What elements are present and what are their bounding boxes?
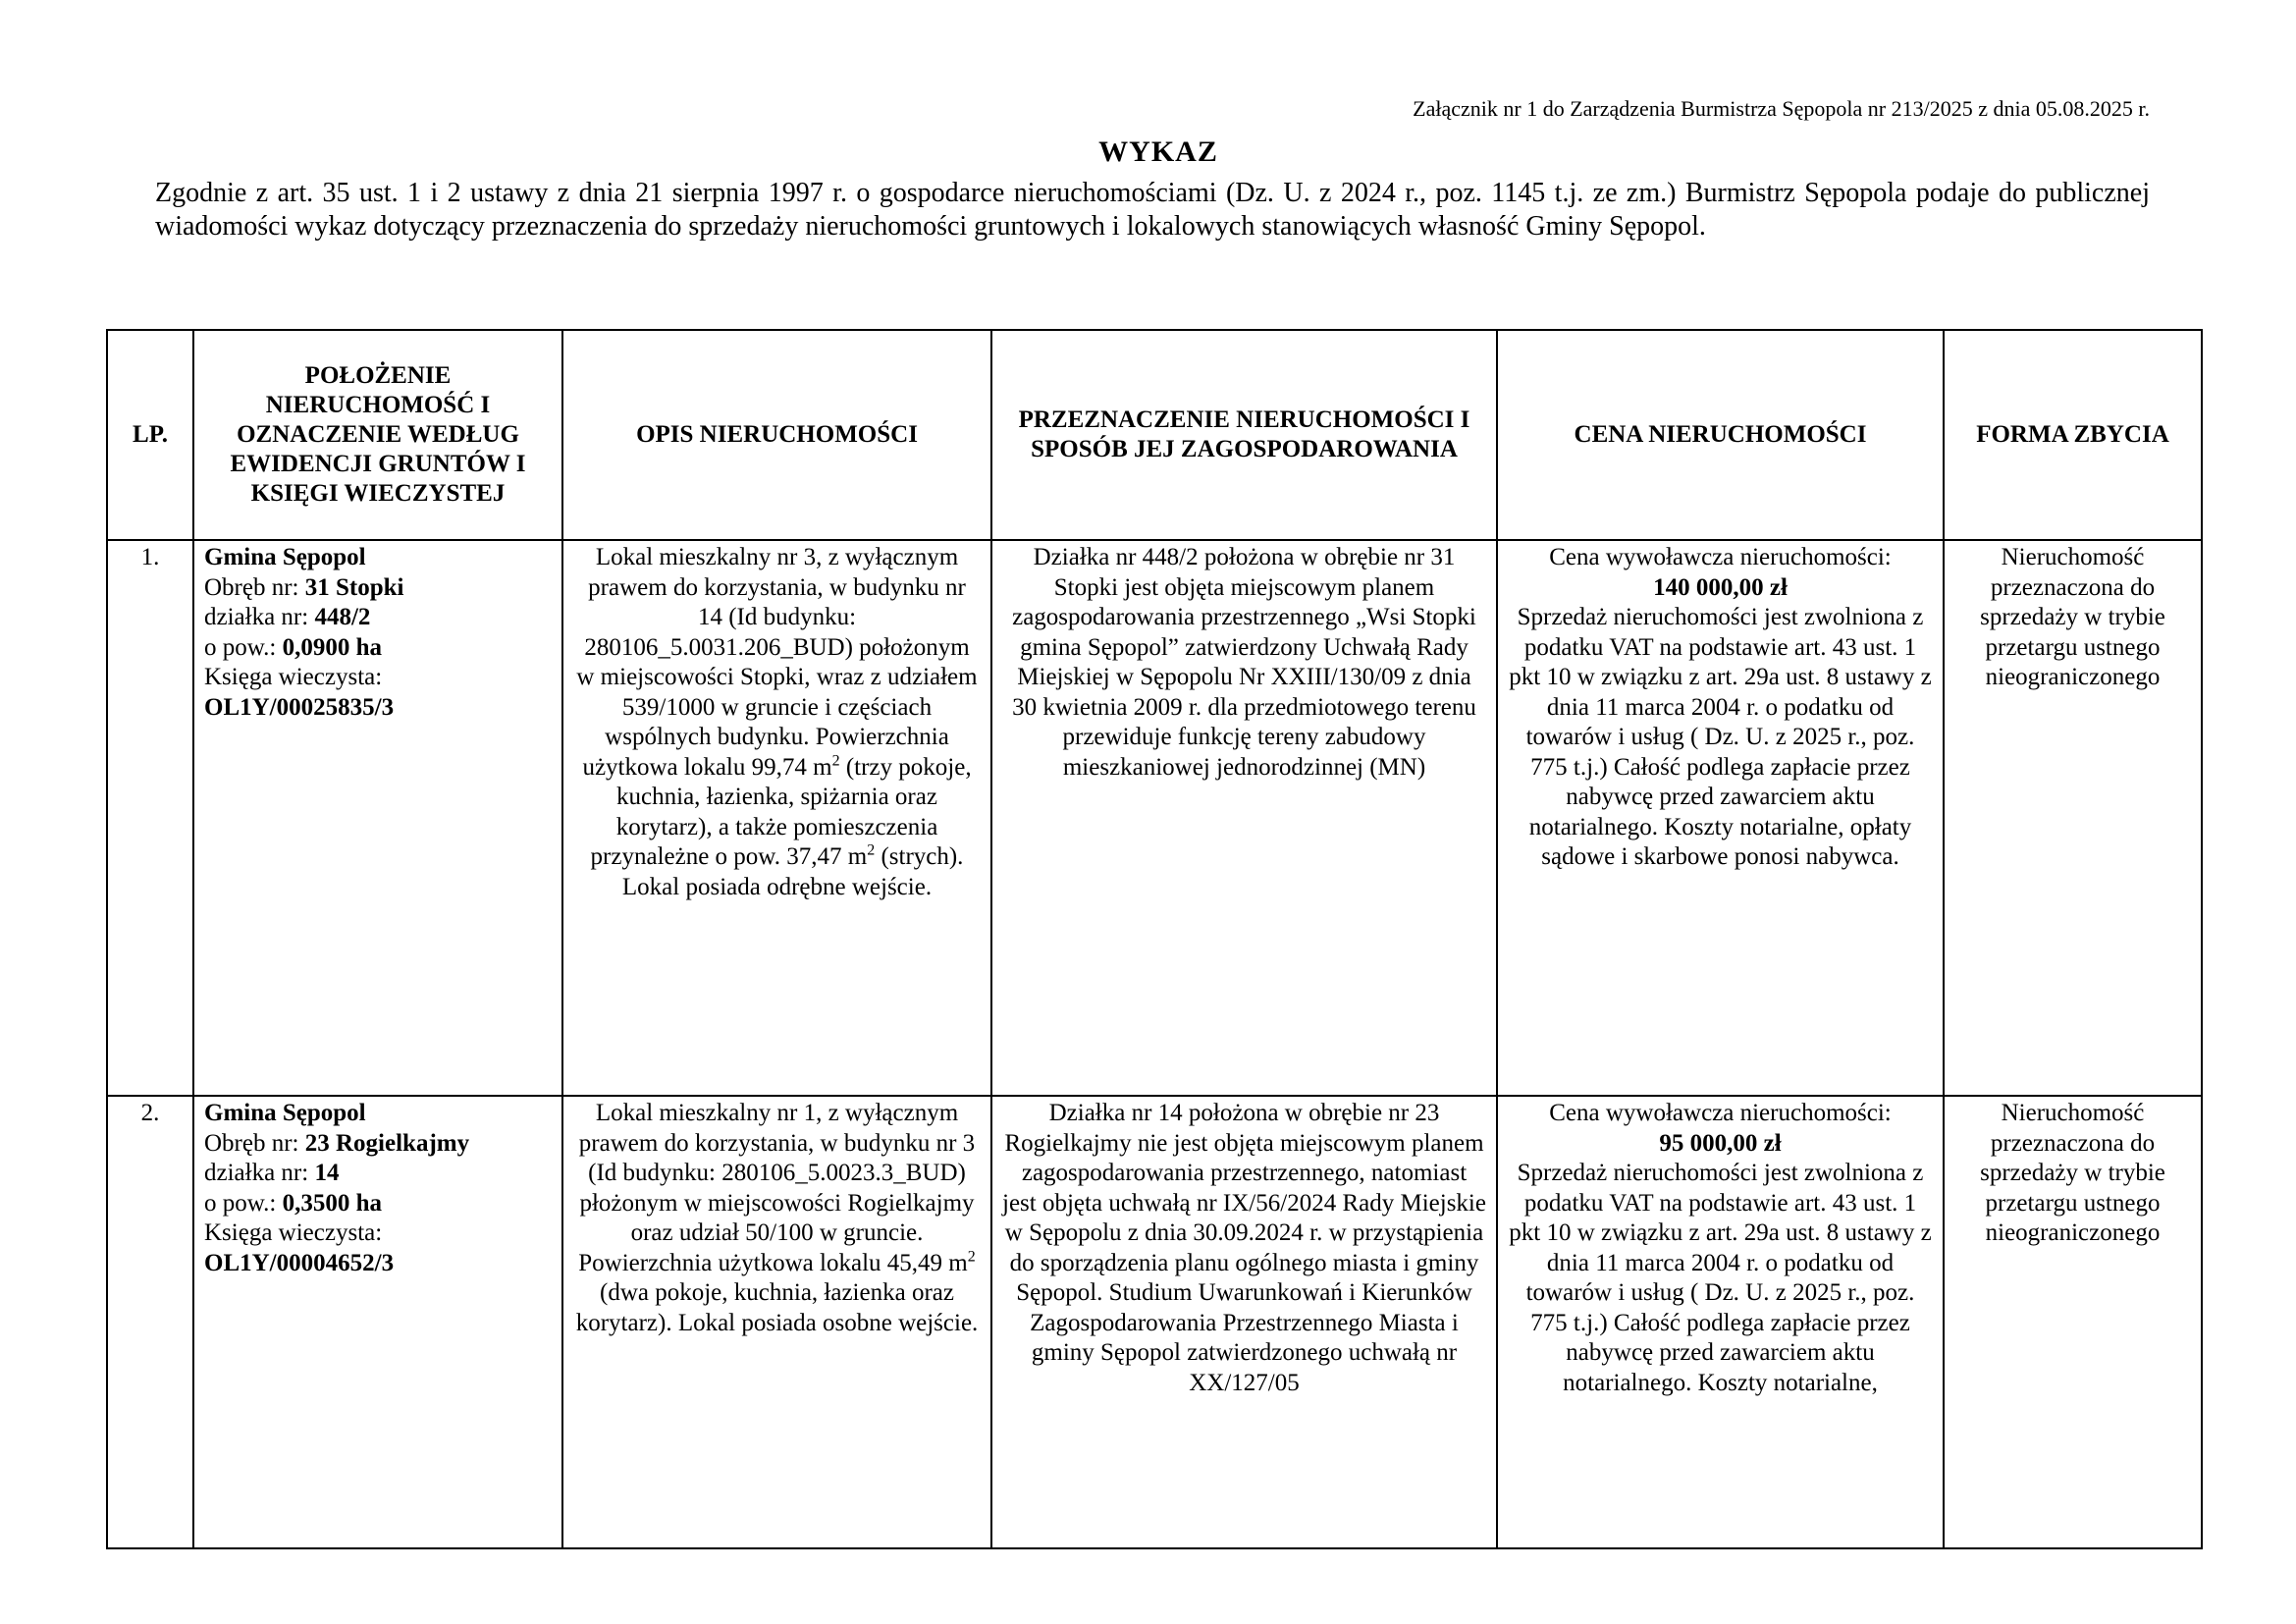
document-title: WYKAZ: [1098, 135, 1218, 168]
cell-lp: 1.: [107, 540, 193, 1096]
price-label: Cena wywoławcza nieruchomości:: [1549, 544, 1892, 570]
obreb-label: Obręb nr:: [204, 573, 305, 601]
description-text: (trzy pokoje, kuchnia, łazienka, spiżarnia oraz korytarz), a także pomieszczenia przynależne o pow. 37,47 m: [590, 753, 972, 870]
cell-form: Nieruchomość przeznaczona do sprzedaży w trybie przetargu ustnego nieograniczonego: [1944, 540, 2202, 1096]
dzialka-value: 448/2: [314, 604, 371, 630]
obreb-label: Obręb nr:: [204, 1129, 305, 1157]
description-text: Lokal mieszkalny nr 3, z wyłącznym prawem do korzystania, w budynku nr 14 (Id budynku: 280106_5.0031.206_BUD) położonym w miejscowości Stopki, wraz z udziałem 539/1000 w gruncie i częściach wspólnych budynku. Powierzchnia użytkowa lokalu 99,74 m: [576, 544, 978, 781]
dzialka-label: działka nr:: [204, 604, 315, 630]
area-line: [204, 1189, 552, 1219]
dzialka-label: działka nr:: [204, 1160, 315, 1186]
header-purpose: PRZEZNACZENIE NIERUCHOMOŚCI I SPOSÓB JEJ ZAGOSPODAROWANIA: [991, 330, 1497, 540]
price-note: Sprzedaż nieruchomości jest zwolniona z podatku VAT na podstawie art. 43 ust. 1 pkt 10 w związku z art. 29a ust. 8 ustawy z dnia 11 marca 2004 r. o podatku od towarów i usług ( Dz. U. z 2025 r., poz. 775 t.j.) Całość podlega zapłacie przez nabywcę przed zawarciem aktu notarialnego. Koszty notarialne, opłaty sądowe i skarbowe ponosi nabywca.: [1509, 604, 1932, 870]
area-value: 0,3500 ha: [282, 1189, 383, 1217]
cell-lp: 2.: [107, 1096, 193, 1548]
attachment-note: Załącznik nr 1 do Zarządzenia Burmistrza Sępopola nr 213/2025 z dnia 05.08.2025 r.: [1413, 96, 2150, 121]
area-line: [204, 633, 552, 664]
table-row: [107, 540, 2202, 1096]
table-header-row: [107, 330, 2202, 540]
description-text: Lokal mieszkalny nr 1, z wyłącznym prawem do korzystania, w budynku nr 3 (Id budynku: 280106_5.0023.3_BUD) płożonym w miejscowości Rogielkajmy oraz udział 50/100 w gruncie. Powierzchnia użytkowa lokalu 45,49 m: [578, 1100, 976, 1276]
superscript: 2: [867, 841, 876, 859]
description-text: (strych). Lokal posiada odrębne wejście.: [621, 843, 964, 900]
land-register-number: OL1Y/00025835/3: [204, 693, 395, 721]
cell-description: [562, 540, 991, 1096]
header-price: CENA NIERUCHOMOŚCI: [1497, 330, 1944, 540]
superscript: 2: [831, 752, 840, 770]
property-registry-table: [106, 329, 2203, 1549]
price-label: Cena wywoławcza nieruchomości:: [1549, 1100, 1892, 1126]
description-text: (dwa pokoje, kuchnia, łazienka oraz korytarz). Lokal posiada osobne wejście.: [575, 1279, 979, 1336]
dzialka-line: [204, 1159, 552, 1189]
cell-purpose: Działka nr 14 położona w obrębie nr 23 Rogielkajmy nie jest objęta miejscowym planem zagospodarowania przestrzennego, natomiast jest objęta uchwałą nr IX/56/2024 Rady Miejskie w Sępopolu z dnia 30.09.2024 r. w przystąpienia do sporządzenia planu ogólnego miasta i gminy Sępopol. Studium Uwarunkowań i Kierunków Zagospodarowania Przestrzennego Miasta i gminy Sępopol zatwierdzonego uchwałą nr XX/127/05: [991, 1096, 1497, 1548]
price-value: 95 000,00 zł: [1659, 1129, 1782, 1157]
intro-paragraph: Zgodnie z art. 35 ust. 1 i 2 ustawy z dnia 21 sierpnia 1997 r. o gospodarce nieruchomościami (Dz. U. z 2024 r., poz. 1145 t.j. ze zm.) Burmistrz Sępopola podaje do publicznej wiadomości wykaz dotyczący przeznaczenia do sprzedaży nieruchomości gruntowych i lokalowych stanowiących własność Gminy Sępopol.: [155, 178, 2150, 242]
dzialka-line: [204, 603, 552, 633]
dzialka-value: 14: [314, 1160, 340, 1186]
price-note: Sprzedaż nieruchomości jest zwolniona z podatku VAT na podstawie art. 43 ust. 1 pkt 10 w związku z art. 29a ust. 8 ustawy z dnia 11 marca 2004 r. o podatku od towarów i usług ( Dz. U. z 2025 r., poz. 775 t.j.) Całość podlega zapłacie przez nabywcę przed zawarciem aktu notarialnego. Koszty notarialne,: [1509, 1160, 1932, 1396]
cell-description: [562, 1096, 991, 1548]
land-register-label: Księga wieczysta:: [204, 664, 383, 690]
obreb-line: [204, 573, 552, 604]
table-row: [107, 1096, 2202, 1548]
cell-purpose: Działka nr 448/2 położona w obrębie nr 31 Stopki jest objęta miejscowym planem zagospodarowania przestrzennego „Wsi Stopki gmina Sępopol” zatwierdzony Uchwałą Rady Miejskiej w Sępopolu Nr XXIII/130/09 z dnia 30 kwietnia 2009 r. dla przedmiotowego terenu przewiduje funkcję tereny zabudowy mieszkaniowej jednorodzinnej (MN): [991, 540, 1497, 1096]
area-label: o pow.:: [204, 633, 283, 661]
cell-price: [1497, 540, 1944, 1096]
header-description: OPIS NIERUCHOMOŚCI: [562, 330, 991, 540]
header-lp: LP.: [107, 330, 193, 540]
area-value: 0,0900 ha: [282, 633, 383, 661]
land-register-label: Księga wieczysta:: [204, 1219, 383, 1246]
gmina-name: Gmina Sępopol: [204, 544, 366, 570]
cell-location: [193, 1096, 562, 1548]
land-register-number: OL1Y/00004652/3: [204, 1249, 395, 1276]
header-location: POŁOŻENIE NIERUCHOMOŚĆ I OZNACZENIE WEDŁUG EWIDENCJI GRUNTÓW I KSIĘGI WIECZYSTEJ: [193, 330, 562, 540]
obreb-value: 31 Stopki: [304, 573, 404, 601]
obreb-line: [204, 1129, 552, 1160]
gmina-name: Gmina Sępopol: [204, 1100, 366, 1126]
superscript: 2: [967, 1248, 976, 1266]
area-label: o pow.:: [204, 1189, 283, 1217]
cell-location: [193, 540, 562, 1096]
price-value: 140 000,00 zł: [1653, 573, 1788, 601]
cell-form: Nieruchomość przeznaczona do sprzedaży w trybie przetargu ustnego nieograniczonego: [1944, 1096, 2202, 1548]
cell-price: [1497, 1096, 1944, 1548]
header-form: FORMA ZBYCIA: [1944, 330, 2202, 540]
obreb-value: 23 Rogielkajmy: [304, 1129, 470, 1157]
